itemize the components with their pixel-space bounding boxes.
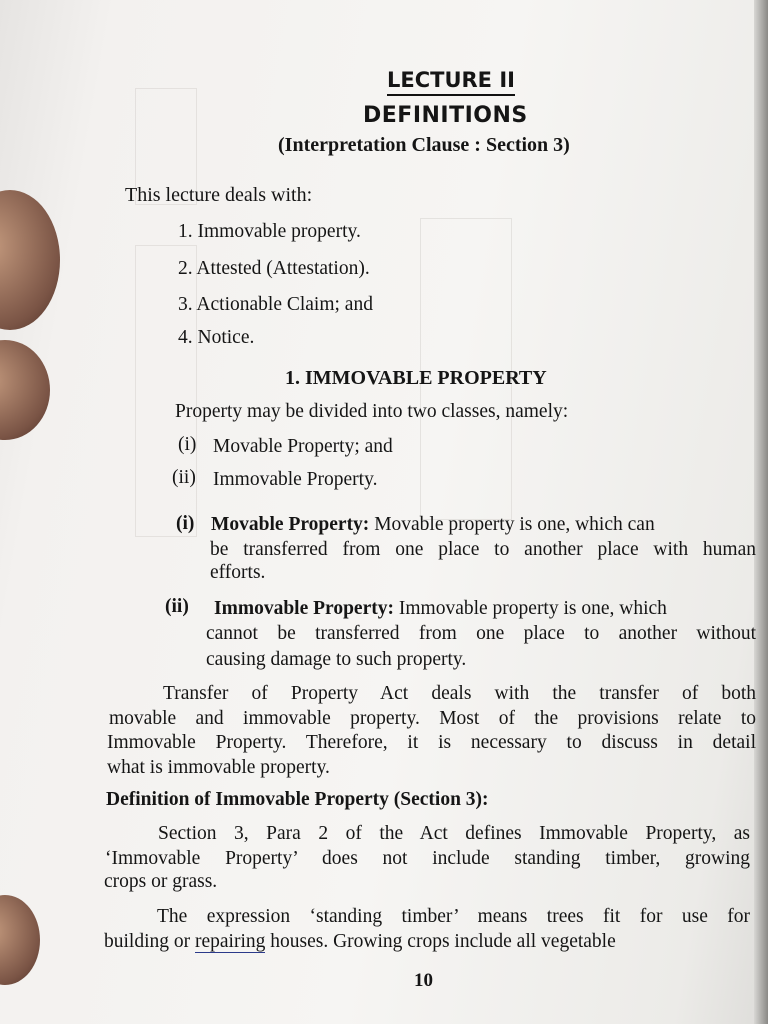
intro-text: This lecture deals with:	[125, 184, 313, 206]
subtitle: (Interpretation Clause : Section 3)	[278, 134, 570, 156]
timber-line-1: The expression ‘standing timber’ means trees fit for use for	[157, 906, 750, 927]
page-number: 10	[414, 970, 433, 991]
classes-intro: Property may be divided into two classes, namely:	[175, 401, 569, 422]
immovable-definition: Immovable property is one, which	[398, 598, 667, 619]
movable-term: Movable Property:	[211, 514, 370, 535]
class-number: (i)	[178, 434, 197, 455]
topic-item: 1. Immovable property.	[178, 221, 361, 242]
lecture-number: LECTURE II	[387, 68, 515, 96]
class-label: Movable Property; and	[213, 436, 393, 457]
topic-item: 3. Actionable Claim; and	[178, 294, 373, 315]
page-title: DEFINITIONS	[363, 103, 528, 128]
movable-line-3: efforts.	[210, 562, 266, 583]
timber-text: building or	[104, 931, 195, 952]
movable-line-2: be transferred from one place to another place with human	[210, 539, 756, 560]
class-label: Immovable Property.	[213, 469, 378, 490]
immovable-line-1	[214, 597, 756, 621]
tpa-line-2: movable and immovable property. Most of the provisions relate to	[109, 708, 756, 729]
timber-text: houses. Growing crops include all vegetable	[265, 931, 616, 952]
show-through-box	[135, 245, 197, 537]
sec3-line-1: Section 3, Para 2 of the Act defines Immovable Property, as	[158, 823, 750, 844]
sec3-line-3: crops or grass.	[104, 871, 218, 892]
finger	[0, 340, 50, 440]
finger	[0, 895, 40, 985]
immovable-term: Immovable Property:	[214, 598, 394, 619]
tpa-line-3: Immovable Property. Therefore, it is necessary to discuss in detail	[107, 732, 756, 753]
movable-definition: Movable property is one, which can	[374, 514, 655, 535]
movable-line-1	[211, 513, 756, 537]
topic-item: 4. Notice.	[178, 327, 255, 348]
page-edge	[754, 0, 768, 1024]
definition-heading: Definition of Immovable Property (Section 3):	[106, 789, 489, 810]
section-heading: 1. IMMOVABLE PROPERTY	[285, 367, 547, 389]
thumb	[0, 190, 60, 330]
immovable-line-2: cannot be transferred from one place to another without	[206, 623, 756, 644]
topic-item: 2. Attested (Attestation).	[178, 258, 370, 279]
movable-number: (i)	[176, 513, 195, 534]
tpa-line-1: Transfer of Property Act deals with the transfer of both	[163, 683, 756, 704]
underlined-word: repairing	[195, 931, 266, 952]
timber-line-2	[104, 930, 750, 954]
tpa-line-4: what is immovable property.	[107, 757, 330, 778]
class-number: (ii)	[172, 467, 196, 488]
sec3-line-2: ‘Immovable Property’ does not include standing timber, growing	[105, 848, 750, 869]
immovable-number: (ii)	[165, 596, 189, 617]
immovable-line-3: causing damage to such property.	[206, 649, 467, 670]
